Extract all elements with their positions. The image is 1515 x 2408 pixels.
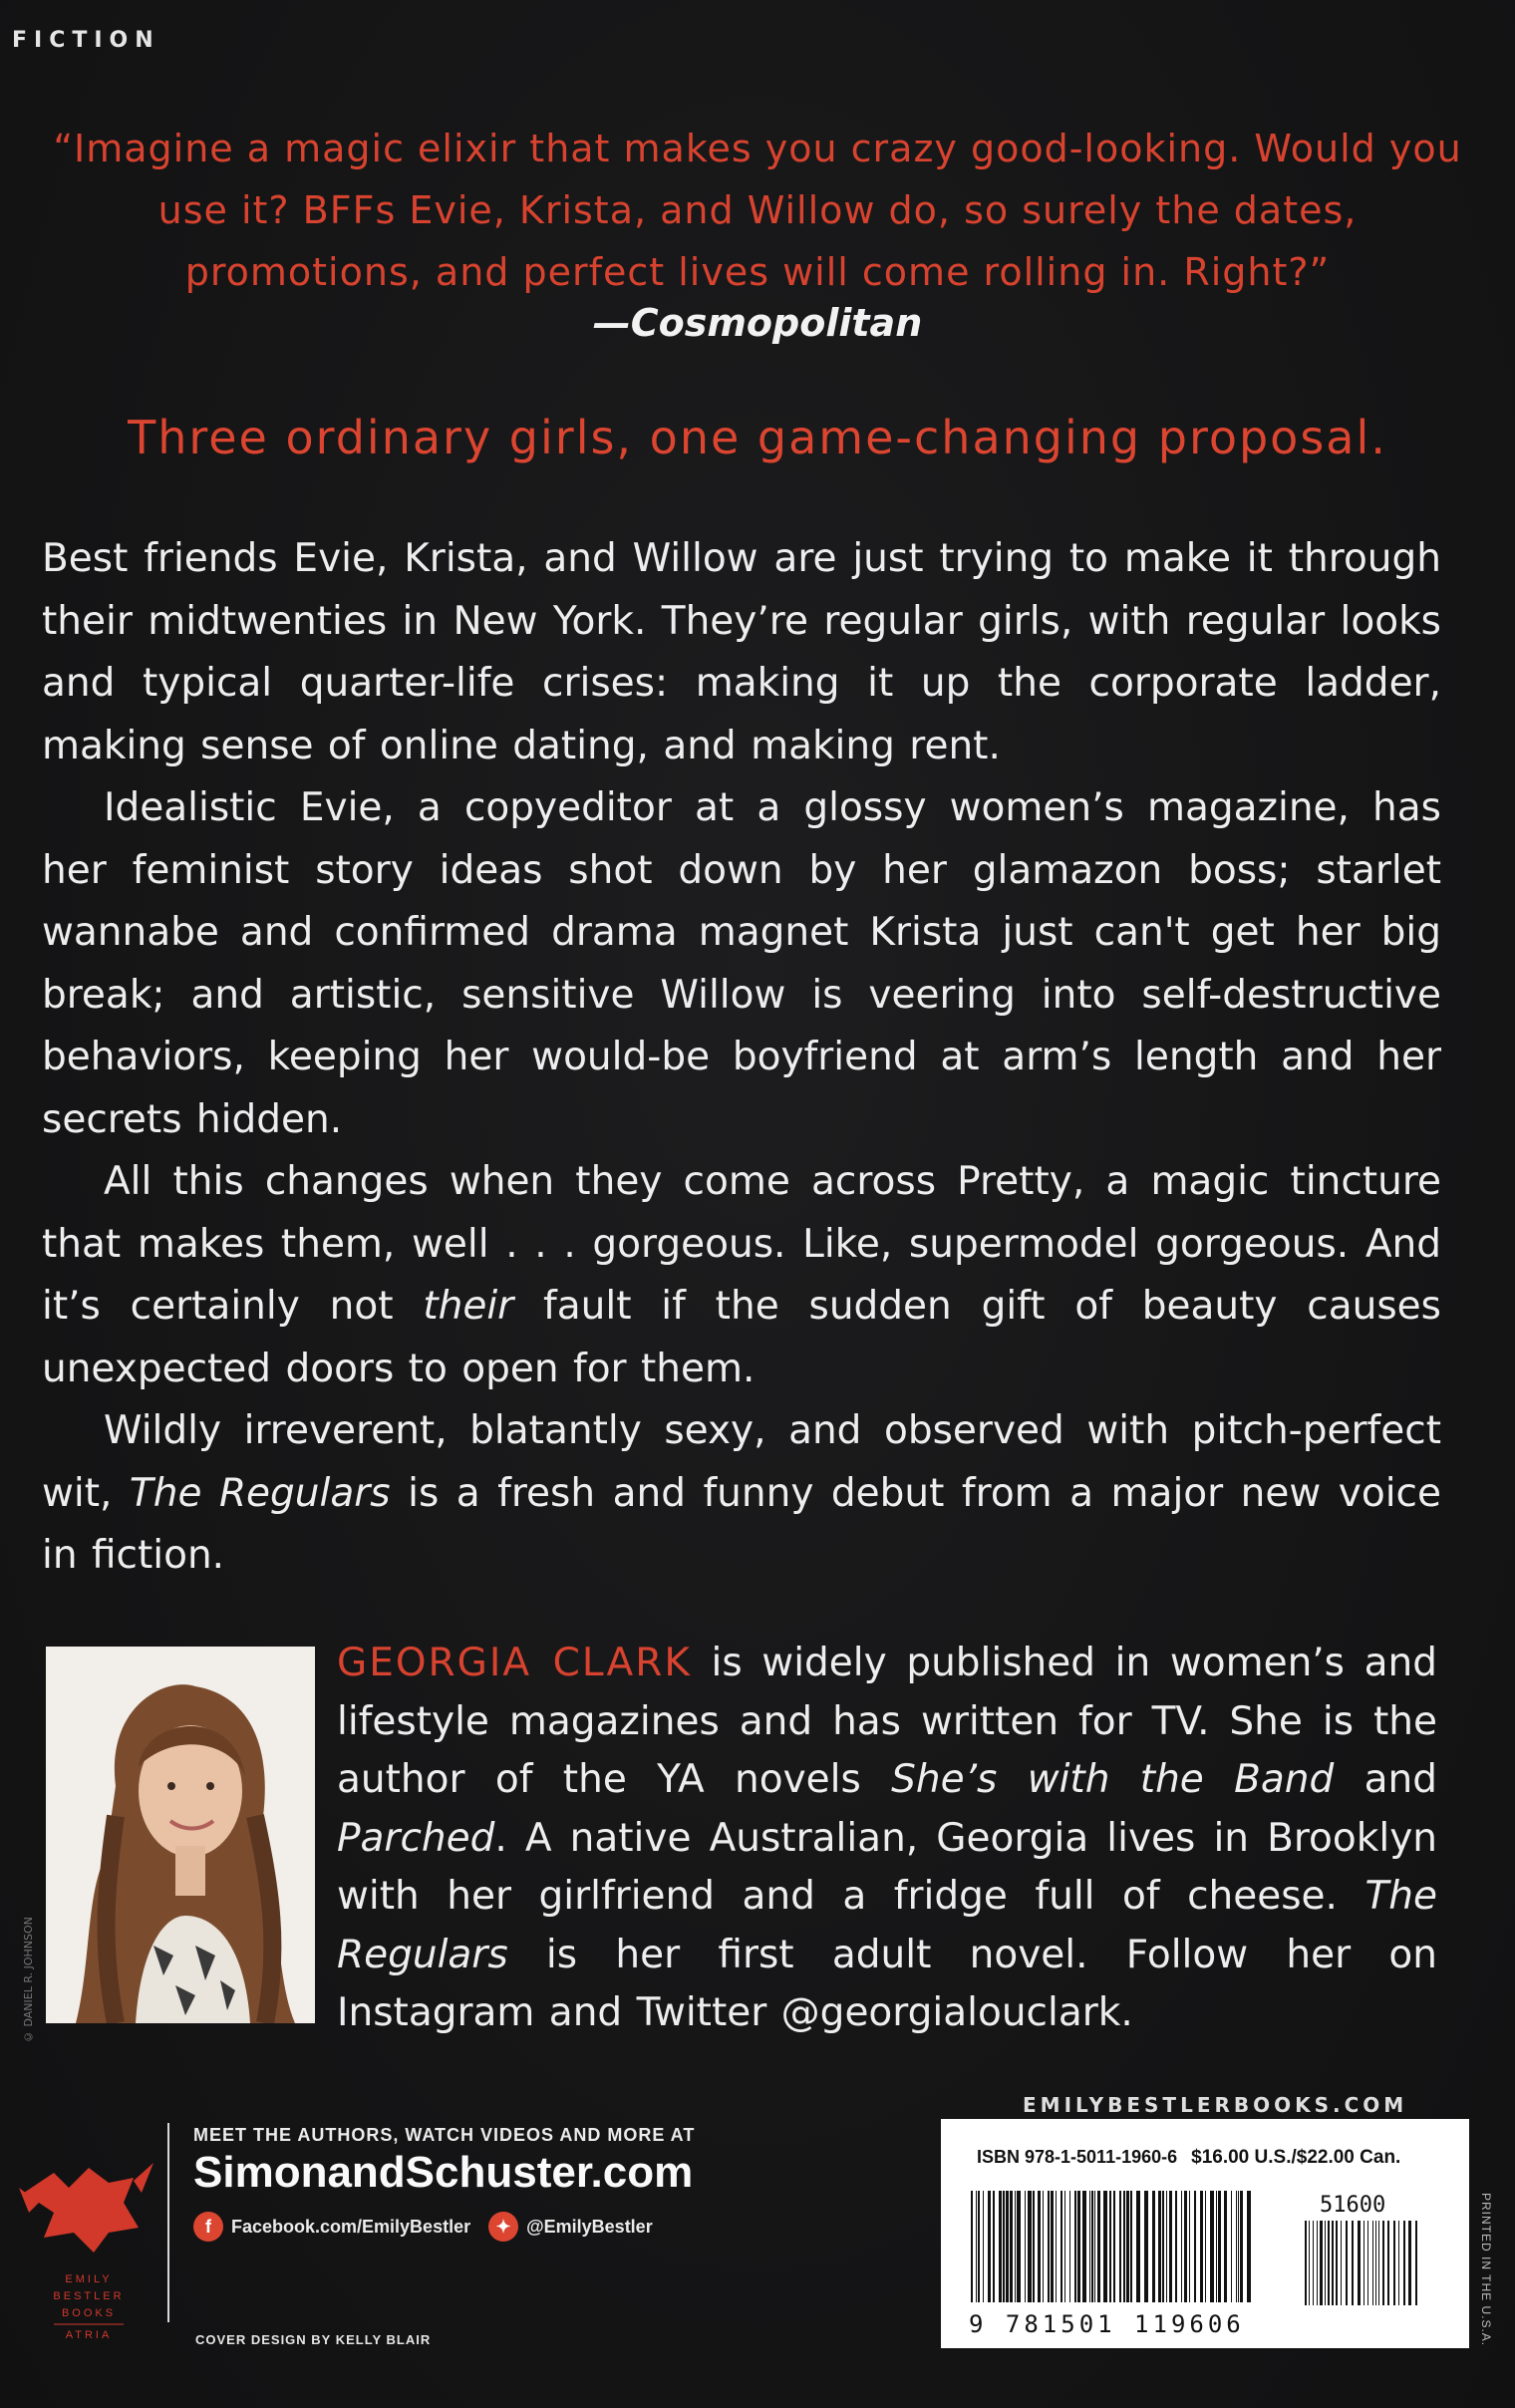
description-paragraph: Best friends Evie, Krista, and Willow are just trying to make it through their midtwenties in New York. They’re regular girls, with regular looks and typical quarter-life crises: making it up the corporate ladder, making sense of online dating, and making rent. bbox=[42, 536, 1441, 768]
author-bio: GEORGIA CLARK is widely published in women’s and lifestyle magazines and has written for TV. She is the author of the YA novels She’s with the Band and Parched. A native Australian, Georgia lives in Brooklyn with her girlfriend and a fridge full of cheese. The Regulars is her first adult novel. Follow her on Instagram and Twitter @georgialouclark. bbox=[337, 1641, 1437, 2035]
publisher-block bbox=[193, 2125, 695, 2242]
photo-credit: © DANIEL R. JOHNSON bbox=[22, 1917, 35, 2043]
description-paragraph: Idealistic Evie, a copyeditor at a glossy women’s magazine, has her feminist story ideas shot down by her glamazon boss; starlet wannabe and confirmed drama magnet Krista just can't get her big break; and artistic, sensitive Willow is veering into self-destructive behaviors, keeping her would-be boyfriend at arm’s length and her secrets hidden. bbox=[42, 785, 1441, 1142]
isbn-price: ISBN 978-1-5011-1960-6 $16.00 U.S./$22.00 Can. bbox=[977, 2147, 1401, 2168]
review-quote: “Imagine a magic elixir that makes you crazy good-looking. Would you use it? BFFs Evie, Krista, and Willow do, so surely the dates, promotions, and perfect lives will come rolling in. Right?” bbox=[53, 127, 1462, 294]
facebook-icon: f bbox=[193, 2212, 223, 2242]
publisher-website[interactable]: SimonandSchuster.com bbox=[193, 2148, 694, 2197]
supplement-digits: 51600 bbox=[1320, 2193, 1386, 2218]
quote-attribution: —Cosmopolitan bbox=[592, 301, 923, 345]
isbn-digits: 9 781501 119606 bbox=[969, 2310, 1245, 2338]
author-name: GEORGIA CLARK bbox=[337, 1641, 692, 1685]
divider bbox=[167, 2123, 169, 2322]
twitter-link[interactable]: @EmilyBestler bbox=[526, 2216, 653, 2237]
tagline: Three ordinary girls, one game-changing proposal. bbox=[128, 411, 1387, 464]
barcode bbox=[971, 2191, 1439, 2310]
svg-text:BESTLER: BESTLER bbox=[53, 2290, 125, 2302]
facebook-link[interactable]: Facebook.com/EmilyBestler bbox=[231, 2216, 471, 2237]
imprint-website[interactable]: EMILYBESTLERBOOKS.COM bbox=[1023, 2093, 1408, 2117]
book-description bbox=[42, 528, 1441, 1588]
author-photo bbox=[46, 1647, 315, 2023]
emily-bestler-logo bbox=[14, 2133, 163, 2342]
category-label: FICTION bbox=[12, 28, 160, 53]
publisher-tagline: MEET THE AUTHORS, WATCH VIDEOS AND MORE AT bbox=[193, 2125, 696, 2145]
svg-text:BOOKS: BOOKS bbox=[61, 2307, 117, 2319]
barcode-panel bbox=[941, 2119, 1469, 2348]
svg-text:ATRIA: ATRIA bbox=[65, 2329, 113, 2341]
description-paragraph: Wildly irreverent, blatantly sexy, and observed with pitch-perfect wit, The Regulars is a fresh and funny debut from a major new voice in fiction. bbox=[42, 1408, 1441, 1578]
social-links bbox=[193, 2212, 695, 2242]
svg-text:EMILY: EMILY bbox=[65, 2273, 113, 2285]
printed-in: PRINTED IN THE U.S.A. bbox=[1479, 2193, 1493, 2347]
twitter-icon: ✦ bbox=[488, 2212, 518, 2242]
description-paragraph: All this changes when they come across Pretty, a magic tincture that makes them, well . . . gorgeous. Like, supermodel gorgeous. And it’s certainly not their fault if the sudden gift of beauty causes unexpected doors to open for them. bbox=[42, 1159, 1441, 1391]
cover-design-credit: COVER DESIGN BY KELLY BLAIR bbox=[195, 2332, 432, 2347]
